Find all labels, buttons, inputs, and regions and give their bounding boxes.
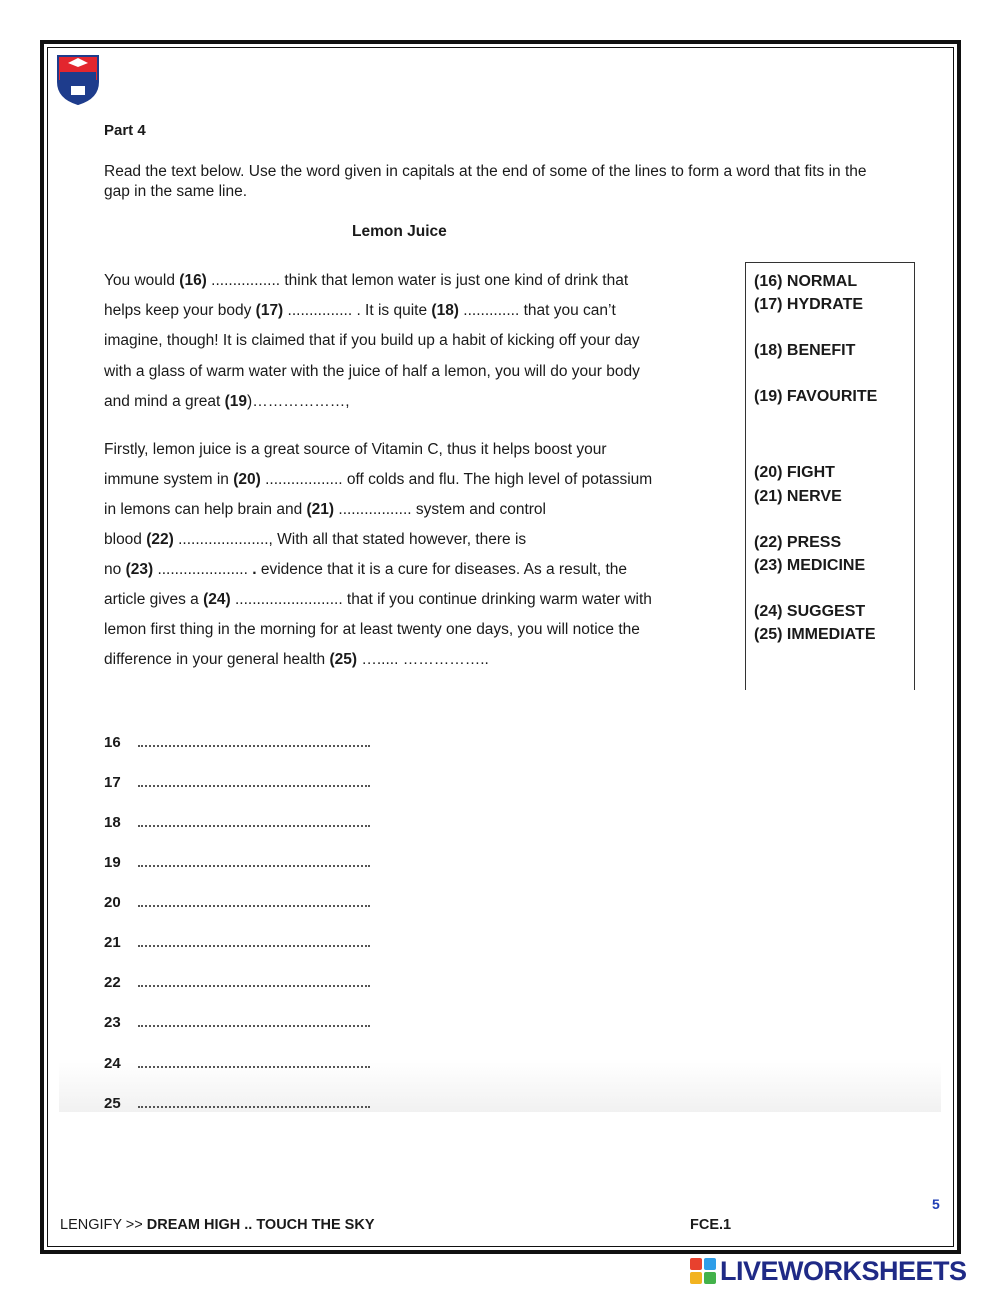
answer-row-24: 24: [104, 1054, 370, 1072]
text-title: Lemon Juice: [352, 223, 447, 240]
gap-17-label: (17): [255, 302, 284, 319]
paragraph-line: You would (16) ................ think that lemon water is just one kind of drink that: [104, 272, 629, 289]
answer-field-21[interactable]: [138, 933, 370, 947]
gap-24[interactable]: ......................... that if you continue drinking warm water with: [230, 591, 652, 608]
word-23: (23) MEDICINE: [754, 557, 866, 574]
liveworksheets-text: LIVEWORKSHEETS: [720, 1255, 967, 1286]
paragraph-line: in lemons can help brain and (21) ................. system and control: [104, 501, 546, 518]
page-number: 5: [932, 1196, 940, 1212]
gap-16-label: (16): [179, 272, 207, 289]
answer-field-16[interactable]: [138, 733, 370, 747]
paragraph-line: and mind a great (19)………………,: [104, 393, 350, 410]
paragraph-line: Firstly, lemon juice is a great source of Vitamin C, thus it helps boost your: [104, 441, 607, 458]
paragraph-line: article gives a (24) ......................... that if you continue drinking warm water with: [104, 591, 652, 608]
answer-field-23[interactable]: [138, 1013, 370, 1027]
answer-field-20[interactable]: [138, 893, 370, 907]
lengify-logo: [55, 52, 101, 106]
footer-code: FCE.1: [690, 1217, 732, 1233]
answer-row-18: 18: [104, 813, 370, 831]
answer-field-17[interactable]: [138, 773, 370, 787]
answer-field-24[interactable]: [138, 1054, 370, 1068]
word-24: (24) SUGGEST: [754, 603, 866, 620]
paragraph-line: lemon first thing in the morning for at least twenty one days, you will notice the: [104, 621, 640, 638]
gap-18[interactable]: ............. that you can’t: [458, 302, 616, 319]
word-19: (19) FAVOURITE: [754, 388, 878, 405]
word-18: (18) BENEFIT: [754, 342, 856, 359]
paragraph-line: with a glass of warm water with the juice of half a lemon, you will do your body: [104, 363, 640, 380]
answer-field-25[interactable]: [138, 1094, 370, 1108]
gap-16[interactable]: ................ think that lemon water is just one kind of drink that: [206, 272, 629, 289]
gap-19-label: (19: [224, 393, 248, 410]
answer-field-18[interactable]: [138, 813, 370, 827]
paragraph-line: difference in your general health (25) …..... ……………..: [104, 651, 489, 668]
gap-23-label: (23): [125, 561, 154, 578]
instructions: Read the text below. Use the word given in capitals at the end of some of the lines to form a word that fits in the gap in the same line.: [104, 163, 867, 200]
gap-23[interactable]: .....................: [153, 561, 253, 578]
paragraph-line: helps keep your body (17) ............... . It is quite (18) ............. that you can’t: [104, 302, 616, 319]
part-title: Part 4: [104, 122, 146, 139]
answer-row-25: 25: [104, 1094, 370, 1112]
icon-square: [690, 1258, 702, 1270]
liveworksheets-logo[interactable]: [690, 1256, 967, 1286]
gap-21-label: (21): [306, 501, 335, 518]
icon-square: [704, 1258, 716, 1270]
paragraph-line: blood (22) ....................., With all that stated however, there is: [104, 531, 527, 548]
footer-brand: LENGIFY >> DREAM HIGH .. TOUCH THE SKY: [60, 1217, 375, 1233]
answer-row-16: 16: [104, 733, 370, 751]
gap-19[interactable]: )………………,: [247, 393, 350, 410]
gap-18-label: (18): [431, 302, 459, 319]
gap-17[interactable]: ............... . It is quite: [283, 302, 432, 319]
gap-22[interactable]: ....................., With all that stated however, there is: [173, 531, 527, 548]
gap-20[interactable]: .................. off colds and flu. The high level of potassium: [260, 471, 653, 488]
icon-square: [704, 1272, 716, 1284]
word-17: (17) HYDRATE: [754, 296, 864, 313]
gap-22-label: (22): [146, 531, 174, 548]
word-16: (16) NORMAL: [754, 273, 858, 290]
word-25: (25) IMMEDIATE: [754, 626, 876, 643]
answer-row-19: 19: [104, 853, 370, 871]
paragraph-line: no (23) ..................... . evidence that it is a cure for diseases. As a result, the: [104, 561, 627, 578]
gap-20-label: (20): [233, 471, 261, 488]
paragraph-line: immune system in (20) .................. off colds and flu. The high level of potassium: [104, 471, 653, 488]
answer-row-21: 21: [104, 933, 370, 951]
gap-24-label: (24): [203, 591, 231, 608]
answer-row-22: 22: [104, 973, 370, 991]
answer-field-22[interactable]: [138, 973, 370, 987]
gap-21[interactable]: ................. system and control: [334, 501, 546, 518]
gap-25[interactable]: …..... ……………..: [357, 651, 489, 668]
answer-field-19[interactable]: [138, 853, 370, 867]
footer-slogan: DREAM HIGH .. TOUCH THE SKY: [146, 1217, 375, 1233]
paragraph-line: imagine, though! It is claimed that if you build up a habit of kicking off your day: [104, 332, 640, 349]
answer-row-17: 17: [104, 773, 370, 791]
answer-row-20: 20: [104, 893, 370, 911]
gap-25-label: (25): [329, 651, 358, 668]
icon-square: [690, 1272, 702, 1284]
word-20: (20) FIGHT: [754, 464, 835, 481]
word-22: (22) PRESS: [754, 534, 842, 551]
word-21: (21) NERVE: [754, 488, 842, 505]
answer-row-23: 23: [104, 1013, 370, 1031]
liveworksheets-icon: [690, 1258, 716, 1284]
